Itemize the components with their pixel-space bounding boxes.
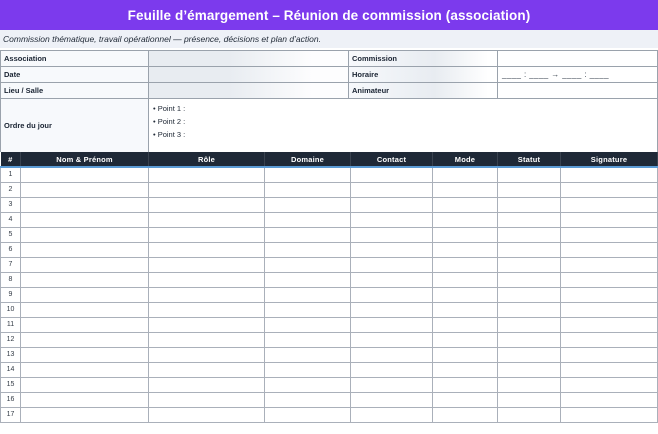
row-number: 15 — [1, 377, 21, 392]
meeting-info-grid — [0, 50, 658, 153]
sheet-cell[interactable] — [498, 227, 561, 242]
field-label-lieu-salle: Lieu / Salle — [1, 83, 149, 99]
sheet-cell[interactable] — [433, 242, 498, 257]
sheet-cell[interactable] — [561, 227, 658, 242]
row-number: 3 — [1, 197, 21, 212]
sheet-cell[interactable] — [265, 332, 351, 347]
sheet-cell[interactable] — [21, 347, 149, 362]
column-header-contact: Contact — [351, 152, 433, 167]
sheet-cell[interactable] — [351, 212, 433, 227]
table-row — [1, 317, 658, 332]
table-row — [1, 242, 658, 257]
sheet-cell[interactable] — [265, 347, 351, 362]
sheet-cell[interactable] — [351, 377, 433, 392]
sheet-cell[interactable] — [561, 302, 658, 317]
row-number: 6 — [1, 242, 21, 257]
sheet-cell[interactable] — [149, 287, 265, 302]
sheet-cell[interactable] — [149, 332, 265, 347]
table-row — [1, 212, 658, 227]
sheet-cell[interactable] — [433, 377, 498, 392]
sheet-cell[interactable] — [149, 182, 265, 197]
title-bar — [0, 0, 658, 30]
sheet-cell[interactable] — [265, 407, 351, 422]
sheet-cell[interactable] — [21, 287, 149, 302]
sheet-cell[interactable] — [498, 197, 561, 212]
sheet-cell[interactable] — [498, 182, 561, 197]
row-number: 2 — [1, 182, 21, 197]
column-header-domaine: Domaine — [265, 152, 351, 167]
row-number: 17 — [1, 407, 21, 422]
table-row — [1, 347, 658, 362]
sheet-cell[interactable] — [351, 392, 433, 407]
row-number: 10 — [1, 302, 21, 317]
sheet-cell[interactable] — [561, 197, 658, 212]
sheet-cell[interactable] — [561, 182, 658, 197]
column-header-statut: Statut — [498, 152, 561, 167]
table-row — [1, 227, 658, 242]
sheet-cell[interactable] — [21, 317, 149, 332]
sheet-cell[interactable] — [265, 242, 351, 257]
sheet-cell[interactable] — [561, 167, 658, 182]
table-row — [1, 392, 658, 407]
row-number: 1 — [1, 167, 21, 182]
sheet-cell[interactable] — [498, 332, 561, 347]
agenda-content[interactable] — [149, 99, 658, 153]
sheet-cell[interactable] — [351, 272, 433, 287]
field-input-animateur[interactable] — [498, 83, 658, 99]
field-label-association: Association — [1, 51, 149, 67]
sheet-cell[interactable] — [149, 272, 265, 287]
sheet-cell[interactable] — [561, 332, 658, 347]
table-row — [1, 407, 658, 422]
column-header-nom-prenom: Nom & Prénom — [21, 152, 149, 167]
sheet-cell[interactable] — [561, 347, 658, 362]
sheet-cell[interactable] — [561, 272, 658, 287]
sheet-cell[interactable] — [149, 197, 265, 212]
row-number: 4 — [1, 212, 21, 227]
sheet-cell[interactable] — [265, 167, 351, 182]
sheet-cell[interactable] — [498, 407, 561, 422]
sheet-cell[interactable] — [351, 182, 433, 197]
sheet-cell[interactable] — [498, 242, 561, 257]
sheet-cell[interactable] — [351, 302, 433, 317]
table-row — [1, 302, 658, 317]
field-label-date: Date — [1, 67, 149, 83]
row-number: 9 — [1, 287, 21, 302]
page-title: Feuille d’émargement – Réunion de commission (association) — [127, 7, 531, 23]
sheet-cell[interactable] — [498, 272, 561, 287]
row-number: 7 — [1, 257, 21, 272]
sheet-cell[interactable] — [561, 287, 658, 302]
row-number: 5 — [1, 227, 21, 242]
sheet-cell[interactable] — [149, 212, 265, 227]
sheet-cell[interactable] — [433, 407, 498, 422]
field-label-horaire: Horaire — [349, 67, 498, 83]
sheet-cell[interactable] — [265, 302, 351, 317]
column-header-role: Rôle — [149, 152, 265, 167]
sheet-cell[interactable] — [433, 392, 498, 407]
sheet-cell[interactable] — [498, 347, 561, 362]
sheet-cell[interactable] — [561, 242, 658, 257]
subtitle-strip — [0, 30, 658, 48]
sheet-cell[interactable] — [433, 182, 498, 197]
sheet-cell[interactable] — [265, 257, 351, 272]
sheet-cell[interactable] — [433, 227, 498, 242]
sheet-cell[interactable] — [265, 212, 351, 227]
sheet-cell[interactable] — [21, 272, 149, 287]
sheet-cell[interactable] — [21, 167, 149, 182]
field-input-horaire[interactable]: ____ : ____ → ____ : ____ — [498, 67, 658, 83]
sheet-cell[interactable] — [265, 287, 351, 302]
sheet-cell[interactable] — [21, 257, 149, 272]
column-header-signature: Signature — [561, 152, 658, 167]
sheet-cell[interactable] — [351, 332, 433, 347]
row-number: 11 — [1, 317, 21, 332]
sheet-cell[interactable] — [561, 362, 658, 377]
table-row — [1, 272, 658, 287]
field-input-association[interactable] — [149, 51, 349, 67]
sheet-cell[interactable] — [21, 212, 149, 227]
sheet-cell[interactable] — [21, 377, 149, 392]
row-number: 14 — [1, 362, 21, 377]
sheet-cell[interactable] — [351, 347, 433, 362]
sheet-cell[interactable] — [433, 167, 498, 182]
page-subtitle: Commission thématique, travail opérationnel — présence, décisions et plan d’action. — [3, 34, 321, 44]
sheet-cell[interactable] — [21, 332, 149, 347]
sheet-cell[interactable] — [433, 287, 498, 302]
sheet-cell[interactable] — [433, 317, 498, 332]
sheet-header-row — [1, 152, 658, 167]
sheet-cell[interactable] — [149, 347, 265, 362]
sheet-cell[interactable] — [433, 302, 498, 317]
sheet-cell[interactable] — [21, 362, 149, 377]
sheet-cell[interactable] — [498, 167, 561, 182]
table-row — [1, 257, 658, 272]
sheet-cell[interactable] — [433, 197, 498, 212]
sheet-cell[interactable] — [265, 317, 351, 332]
sheet-cell[interactable] — [561, 377, 658, 392]
sheet-cell[interactable] — [561, 317, 658, 332]
table-row — [1, 182, 658, 197]
sheet-cell[interactable] — [498, 317, 561, 332]
sheet-cell[interactable] — [351, 317, 433, 332]
sheet-cell[interactable] — [21, 392, 149, 407]
table-row — [1, 332, 658, 347]
sheet-cell[interactable] — [149, 227, 265, 242]
sheet-cell[interactable] — [561, 392, 658, 407]
sheet-cell[interactable] — [351, 167, 433, 182]
sheet-cell[interactable] — [149, 407, 265, 422]
sheet-cell[interactable] — [265, 362, 351, 377]
sheet-body — [1, 167, 658, 422]
sheet-cell[interactable] — [21, 197, 149, 212]
field-input-date[interactable] — [149, 67, 349, 83]
attendance-table — [0, 152, 658, 423]
field-label-animateur: Animateur — [349, 83, 498, 99]
table-row — [1, 167, 658, 182]
sheet-cell[interactable] — [265, 392, 351, 407]
sheet-cell[interactable] — [351, 407, 433, 422]
sheet-cell[interactable] — [433, 332, 498, 347]
sheet-cell[interactable] — [498, 257, 561, 272]
field-label-ordre-du-jour: Ordre du jour — [1, 99, 149, 153]
sheet-cell[interactable] — [351, 362, 433, 377]
sheet-cell[interactable] — [351, 257, 433, 272]
sheet-cell[interactable] — [433, 362, 498, 377]
sheet-cell[interactable] — [351, 242, 433, 257]
sheet-cell[interactable] — [149, 302, 265, 317]
sheet-cell[interactable] — [149, 377, 265, 392]
sheet-cell[interactable] — [21, 182, 149, 197]
sheet-cell[interactable] — [498, 377, 561, 392]
field-label-commission: Commission — [349, 51, 498, 67]
sheet-cell[interactable] — [561, 257, 658, 272]
sheet-cell[interactable] — [433, 347, 498, 362]
sheet-cell[interactable] — [21, 242, 149, 257]
sheet-cell[interactable] — [498, 302, 561, 317]
sheet-cell[interactable] — [498, 287, 561, 302]
row-number: 12 — [1, 332, 21, 347]
sheet-cell[interactable] — [498, 362, 561, 377]
table-row — [1, 377, 658, 392]
table-row — [1, 362, 658, 377]
column-header-num: # — [1, 152, 21, 167]
table-row — [1, 197, 658, 212]
sheet-cell[interactable] — [351, 197, 433, 212]
sheet-cell[interactable] — [433, 257, 498, 272]
sheet-cell[interactable] — [351, 227, 433, 242]
sheet-cell[interactable] — [21, 407, 149, 422]
sheet-cell[interactable] — [561, 212, 658, 227]
sheet-cell[interactable] — [149, 392, 265, 407]
sheet-cell[interactable] — [265, 182, 351, 197]
field-input-lieu-salle[interactable] — [149, 83, 349, 99]
sheet-cell[interactable] — [149, 362, 265, 377]
agenda-item: • Point 3 : — [153, 128, 657, 141]
row-number: 16 — [1, 392, 21, 407]
sheet-cell[interactable] — [265, 377, 351, 392]
field-input-commission[interactable] — [498, 51, 658, 67]
table-row — [1, 287, 658, 302]
sheet-cell[interactable] — [21, 302, 149, 317]
sheet-cell[interactable] — [149, 242, 265, 257]
sheet-cell[interactable] — [149, 167, 265, 182]
sheet-cell[interactable] — [433, 212, 498, 227]
sheet-cell[interactable] — [498, 392, 561, 407]
sheet-cell[interactable] — [149, 317, 265, 332]
row-number: 13 — [1, 347, 21, 362]
column-header-mode: Mode — [433, 152, 498, 167]
sheet-cell[interactable] — [498, 212, 561, 227]
sheet-cell[interactable] — [21, 227, 149, 242]
sheet-cell[interactable] — [265, 227, 351, 242]
agenda-item: • Point 1 : — [153, 102, 657, 115]
sheet-cell[interactable] — [265, 197, 351, 212]
agenda-item: • Point 2 : — [153, 115, 657, 128]
sheet-cell[interactable] — [149, 257, 265, 272]
sheet-cell[interactable] — [561, 407, 658, 422]
sheet-cell[interactable] — [433, 272, 498, 287]
row-number: 8 — [1, 272, 21, 287]
sheet-cell[interactable] — [351, 287, 433, 302]
sheet-cell[interactable] — [265, 272, 351, 287]
